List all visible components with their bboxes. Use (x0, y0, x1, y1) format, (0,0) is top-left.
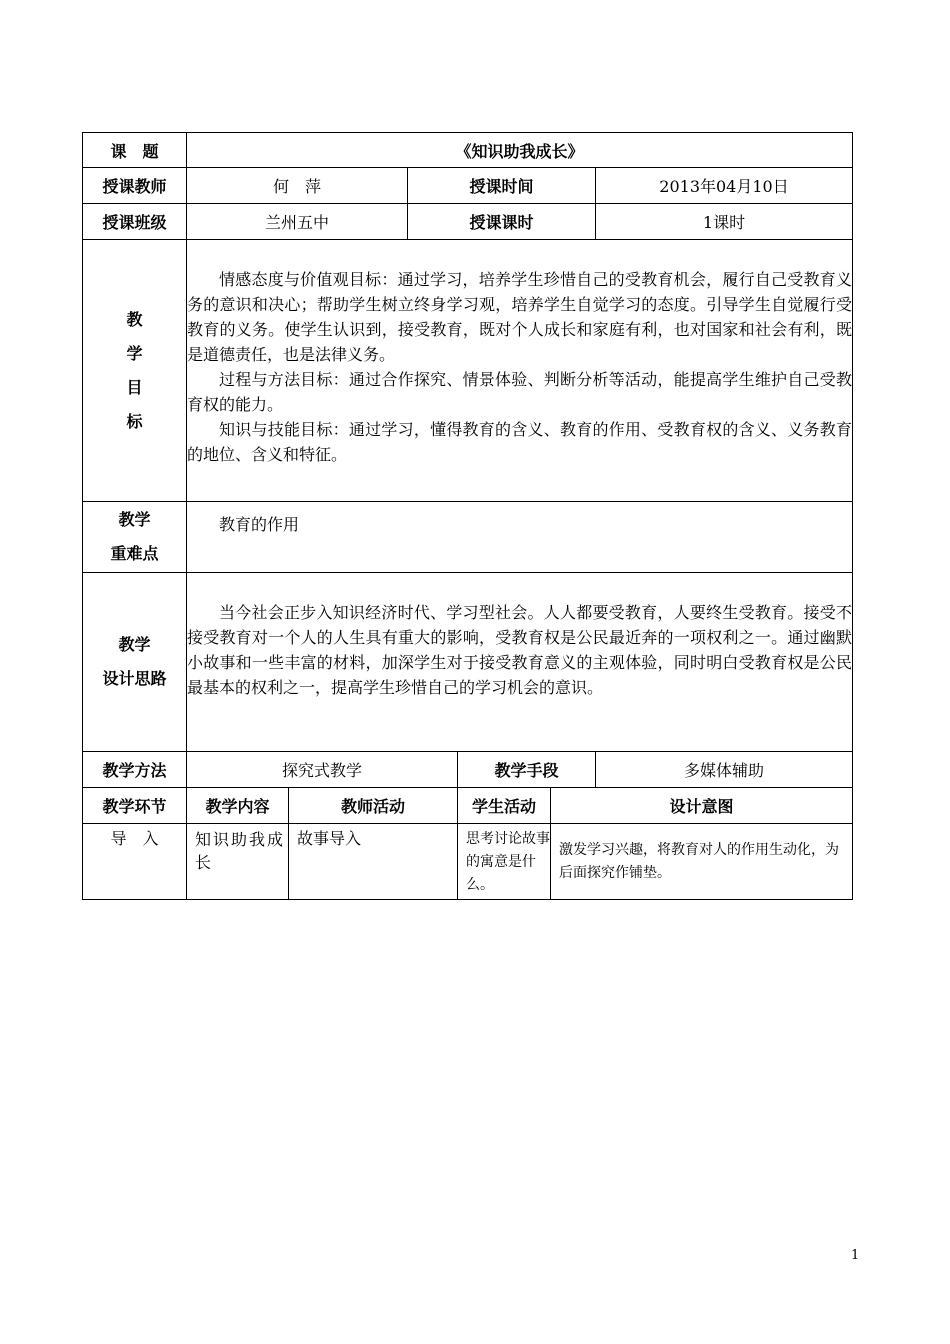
methods-row (83, 752, 853, 788)
design-label (83, 573, 187, 752)
step-teacher-activity: 故事导入 (289, 824, 458, 900)
step-row (83, 824, 853, 900)
objectives-label (83, 240, 187, 502)
lesson-date: 2013年04月10日 (596, 168, 853, 204)
keypoints-label-line: 重难点 (110, 544, 159, 563)
teaching-method: 探究式教学 (187, 752, 458, 788)
class-row (83, 204, 853, 240)
objectives-content (187, 240, 853, 502)
step-content: 知识助我成长 (187, 824, 289, 900)
topic-row (83, 133, 853, 168)
topic-label: 课 题 (83, 133, 187, 168)
objectives-label-char: 教 (126, 309, 143, 329)
design-label-line: 教学 (118, 635, 151, 654)
time-label: 授课时间 (408, 168, 596, 204)
header-student-activity: 学生活动 (458, 788, 551, 824)
design-label-line: 设计思路 (102, 669, 167, 688)
teacher-row (83, 168, 853, 204)
lesson-hours: 1课时 (596, 204, 853, 240)
step-student-activity: 思考讨论故事的寓意是什么。 (458, 824, 551, 900)
design-text: 当今社会正步入知识经济时代、学习型社会。人人都要受教育，人要终生受教育。接受不接受教育对一个人的人生具有重大的影响，受教育权是公民最近奔的一项权利之一。通过幽默小故事和一些丰富的材料，加深学生对于接受教育意义的主观体验，同时明白受教育权是公民最基本的权利之一，提高学生珍惜自己的学习机会的意识。 (187, 603, 853, 697)
objective-process: 过程与方法目标：通过合作探究、情景体验、判断分析等活动，能提高学生维护自己受教育权的能力。 (187, 370, 853, 414)
keypoints-content (187, 502, 853, 573)
teacher-label: 授课教师 (83, 168, 187, 204)
teaching-means: 多媒体辅助 (596, 752, 853, 788)
means-label: 教学手段 (458, 752, 596, 788)
objectives-label-char: 学 (126, 343, 143, 363)
step-stage: 导 入 (83, 824, 187, 900)
hours-label: 授课课时 (408, 204, 596, 240)
objective-knowledge: 知识与技能目标：通过学习，懂得教育的含义、教育的作用、受教育权的含义、义务教育的地位、含义和特征。 (187, 420, 853, 464)
lesson-topic: 《知识助我成长》 (187, 133, 853, 168)
header-stage: 教学环节 (83, 788, 187, 824)
keypoints-text: 教育的作用 (219, 515, 300, 534)
step-design-intent: 激发学习兴趣，将教育对人的作用生动化，为后面探究作铺垫。 (551, 824, 853, 900)
keypoints-label-line: 教学 (118, 510, 151, 529)
steps-header-row (83, 788, 853, 824)
keypoints-label (83, 502, 187, 573)
method-label: 教学方法 (83, 752, 187, 788)
keypoints-row (83, 502, 853, 573)
class-label: 授课班级 (83, 204, 187, 240)
page-number: 1 (851, 1248, 860, 1263)
header-content: 教学内容 (187, 788, 289, 824)
design-row (83, 573, 853, 752)
header-design-intent: 设计意图 (551, 788, 853, 824)
lesson-plan-table (82, 132, 853, 900)
objectives-label-char: 标 (126, 411, 143, 431)
design-content (187, 573, 853, 752)
objective-affective: 情感态度与价值观目标：通过学习，培养学生珍惜自己的受教育机会，履行自己受教育义务的意识和决心；帮助学生树立终身学习观，培养学生自觉学习的态度。引导学生自觉履行受教育的义务。使学生认识到，接受教育，既对个人成长和家庭有利，也对国家和社会有利，既是道德责任，也是法律义务。 (187, 270, 853, 364)
class-name: 兰州五中 (187, 204, 408, 240)
header-teacher-activity: 教师活动 (289, 788, 458, 824)
objectives-label-char: 目 (126, 377, 143, 397)
objectives-row (83, 240, 853, 502)
teacher-name: 何 萍 (187, 168, 408, 204)
